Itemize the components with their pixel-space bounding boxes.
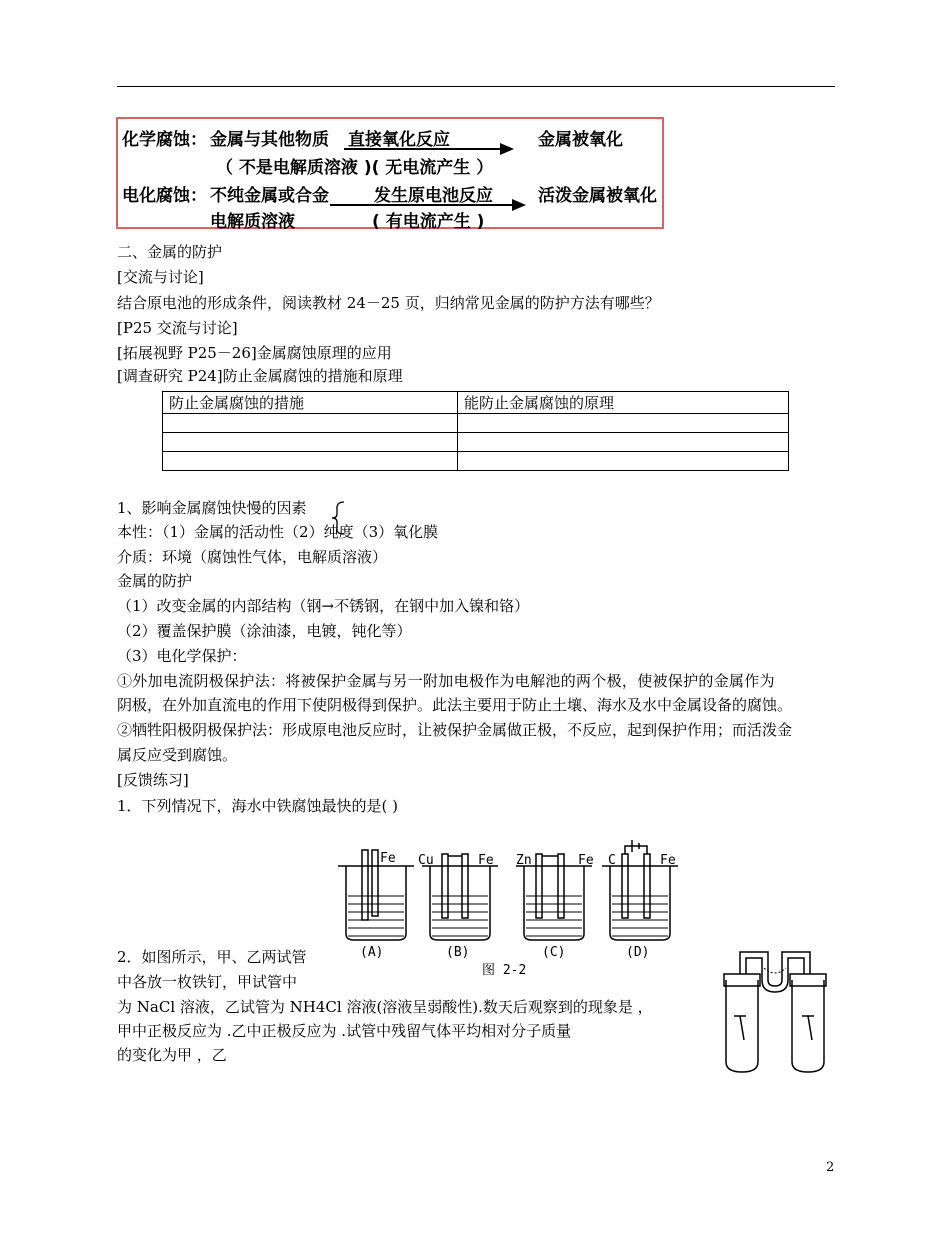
chem-right: 金属被氧化 xyxy=(538,130,623,150)
fig-label-c-zn: Zn xyxy=(516,853,532,868)
page-number: 2 xyxy=(826,1160,835,1175)
elec-note2: ( 有电流产生 ) xyxy=(372,212,485,232)
fig-caption-c: (C) xyxy=(542,945,566,960)
method-1-line-b: 阴极，在外加直流电的作用下使阴极得到保护。此法主要用于防止土壤、海水及水中金属设备的腐蚀。 xyxy=(117,696,793,714)
question-2-line-a: 2．如图所示，甲、乙两试管 xyxy=(117,948,307,966)
fig-label-b-fe: Fe xyxy=(478,853,494,868)
test-tubes-figure xyxy=(718,940,836,1076)
measures-table xyxy=(162,391,789,471)
table-cell[interactable] xyxy=(163,433,458,452)
question-text: 结合原电池的形成条件，阅读教材 24－25 页，归纳常见金属的防护方法有哪些？ xyxy=(117,294,660,312)
fig-label-d-c: C xyxy=(608,853,616,868)
chem-left: 金属与其他物质 xyxy=(210,130,329,150)
method-2-line-b: 属反应受到腐蚀。 xyxy=(117,746,238,764)
fig-caption-b: (B) xyxy=(446,945,470,960)
p25-label: [P25 交流与讨论] xyxy=(117,319,238,337)
fig-label-b-cu: Cu xyxy=(418,853,434,868)
protect-item-2: （2）覆盖保护膜（涂油漆，电镀，钝化等） xyxy=(117,622,412,640)
question-2-line-c: 为 NaCl 溶液，乙试管为 NH4Cl 溶液(溶液呈弱酸性).数天后观察到的现象是 ， xyxy=(117,998,653,1016)
elec-label: 电化腐蚀： xyxy=(122,186,207,206)
question-2-line-b: 中各放一枚铁钉，甲试管中 xyxy=(117,973,298,991)
question-2-line-d: 甲中正极反应为 .乙中正极反应为 .试管中残留气体平均相对分子质量 xyxy=(117,1022,572,1040)
elec-left: 不纯金属或合金 xyxy=(210,186,329,206)
table-row xyxy=(163,433,789,452)
factors-medium: 介质：环境（腐蚀性气体，电解质溶液） xyxy=(117,548,388,566)
protect-item-1: （1）改变金属的内部结构（钢→不锈钢，在钢中加入镍和铬） xyxy=(117,597,530,615)
method-2-line-a: ②牺牲阳极阴极保护法：形成原电池反应时，让被保护金属做正极，不反应，起到保护作用；而活泼金 xyxy=(117,721,793,739)
extend-label: [拓展视野 P25－26]金属腐蚀原理的应用 xyxy=(117,344,392,362)
fig-label-d-fe: Fe xyxy=(660,853,676,868)
factors-title: 1、影响金属腐蚀快慢的因素 xyxy=(117,499,307,517)
elec-note1: 电解质溶液 xyxy=(210,212,295,232)
table-row xyxy=(163,452,789,471)
table-row xyxy=(163,414,789,433)
fig-caption-d: (D) xyxy=(626,945,650,960)
protect-item-3: （3）电化学保护： xyxy=(117,647,247,665)
factors-nature: 本性：（1）金属的活动性（2）纯度（3）氧化膜 xyxy=(117,523,439,541)
fig-label-a-fe: Fe xyxy=(380,851,396,866)
corrosion-summary-box xyxy=(116,117,664,232)
fig-caption-a: (A) xyxy=(360,945,384,960)
figure-2-2 xyxy=(336,836,696,978)
table-cell[interactable] xyxy=(458,414,789,433)
table-header-row xyxy=(163,392,789,414)
table-cell[interactable] xyxy=(163,452,458,471)
chem-note: （ 不是电解质溶液 )( 无电流产生 ） xyxy=(216,158,494,178)
table-header-cell: 防止金属腐蚀的措施 xyxy=(163,392,458,414)
chem-label: 化学腐蚀： xyxy=(122,130,207,150)
chem-arrow-label: 直接氧化反应 xyxy=(348,130,450,150)
method-1-line-a: ①外加电流阴极保护法：将被保护金属与另一附加电极作为电解池的两个极，使被保护的金属作为 xyxy=(117,672,775,690)
table-cell[interactable] xyxy=(458,452,789,471)
table-header-cell: 能防止金属腐蚀的原理 xyxy=(458,392,789,414)
question-2-line-e: 的变化为甲 ，乙 xyxy=(117,1046,227,1064)
elec-right: 活泼金属被氧化 xyxy=(538,186,657,206)
question-1: 1．下列情况下，海水中铁腐蚀最快的是( ) xyxy=(117,797,399,815)
table-cell[interactable] xyxy=(458,433,789,452)
discuss-label: [交流与讨论] xyxy=(117,268,204,286)
header-rule xyxy=(117,86,835,87)
practice-title: [反馈练习] xyxy=(117,771,189,789)
survey-label: [调查研究 P24]防止金属腐蚀的措施和原理 xyxy=(117,367,403,385)
section-heading: 二、金属的防护 xyxy=(117,243,223,261)
table-cell[interactable] xyxy=(163,414,458,433)
arrow-icon xyxy=(118,119,662,227)
fig-caption: 图 2-2 xyxy=(482,963,527,978)
fig-label-c-fe: Fe xyxy=(578,853,594,868)
elec-arrow-label: 发生原电池反应 xyxy=(374,186,493,206)
protect-heading: 金属的防护 xyxy=(117,572,193,590)
